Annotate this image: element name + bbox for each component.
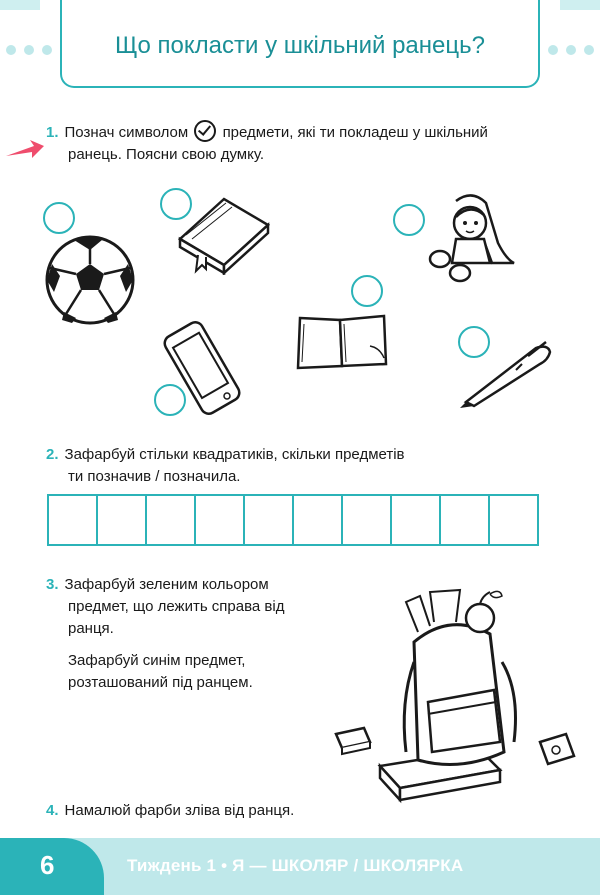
task-1-text-after: предмети, які ти покладеш у шкільний — [222, 124, 488, 141]
soccer-ball-icon — [44, 234, 136, 326]
task-2 — [46, 444, 566, 488]
task-2-line-2: ти позначив / позначила. — [68, 468, 241, 485]
grid-box[interactable] — [96, 494, 147, 546]
title-box — [60, 0, 540, 88]
coloring-grid — [47, 494, 539, 546]
footer-week-title: Тиждень 1 • Я — ШКОЛЯР / ШКОЛЯРКА — [127, 856, 464, 875]
page-number: 6 — [40, 850, 55, 880]
header-bar-right — [560, 0, 600, 10]
answer-circle-ball[interactable] — [43, 202, 75, 234]
grid-box[interactable] — [47, 494, 98, 546]
task-3 — [46, 574, 326, 694]
doll-icon — [426, 193, 518, 283]
task-3-line-2: предмет, що лежить справа від — [68, 598, 285, 615]
decor-dot — [548, 45, 558, 55]
notebook-icon — [296, 312, 388, 372]
check-symbol-icon — [194, 120, 216, 142]
grid-box[interactable] — [439, 494, 490, 546]
task-3-line-5: розташований під ранцем. — [68, 674, 253, 691]
pen-icon — [456, 340, 556, 410]
grid-box[interactable] — [488, 494, 539, 546]
decor-dot — [6, 45, 16, 55]
grid-box[interactable] — [243, 494, 294, 546]
answer-circle-doll[interactable] — [393, 204, 425, 236]
grid-box[interactable] — [292, 494, 343, 546]
decor-dot — [584, 45, 594, 55]
decor-dot — [42, 45, 52, 55]
backpack-icon — [330, 582, 580, 820]
task-3-number: 3. — [46, 576, 59, 593]
page-title: Що покласти у шкільний ранець? — [115, 32, 485, 59]
task-4 — [46, 800, 446, 822]
task-4-number: 4. — [46, 802, 59, 819]
decor-dot — [566, 45, 576, 55]
task-4-text: Намалюй фарби зліва від ранця. — [64, 802, 295, 819]
task-1-number: 1. — [46, 124, 59, 141]
header-bar-left — [0, 0, 40, 10]
grid-box[interactable] — [145, 494, 196, 546]
book-icon — [176, 195, 272, 275]
task-1-line-2: ранець. Поясни свою думку. — [68, 146, 264, 163]
grid-box[interactable] — [194, 494, 245, 546]
task-3-line-3: ранця. — [68, 620, 114, 637]
task-2-line-1: Зафарбуй стільки квадратиків, скільки предметів — [64, 446, 405, 463]
task-3-line-1: Зафарбуй зеленим кольором — [64, 576, 269, 593]
grid-box[interactable] — [390, 494, 441, 546]
task-2-number: 2. — [46, 446, 59, 463]
phone-icon — [163, 320, 253, 420]
task-1 — [46, 120, 566, 166]
task-1-text-before: Познач символом — [64, 124, 189, 141]
task-3-line-4: Зафарбуй синім предмет, — [68, 652, 246, 669]
grid-box[interactable] — [341, 494, 392, 546]
decor-dot — [24, 45, 34, 55]
pointer-arrow-icon — [4, 138, 46, 160]
answer-circle-notebook[interactable] — [351, 275, 383, 307]
